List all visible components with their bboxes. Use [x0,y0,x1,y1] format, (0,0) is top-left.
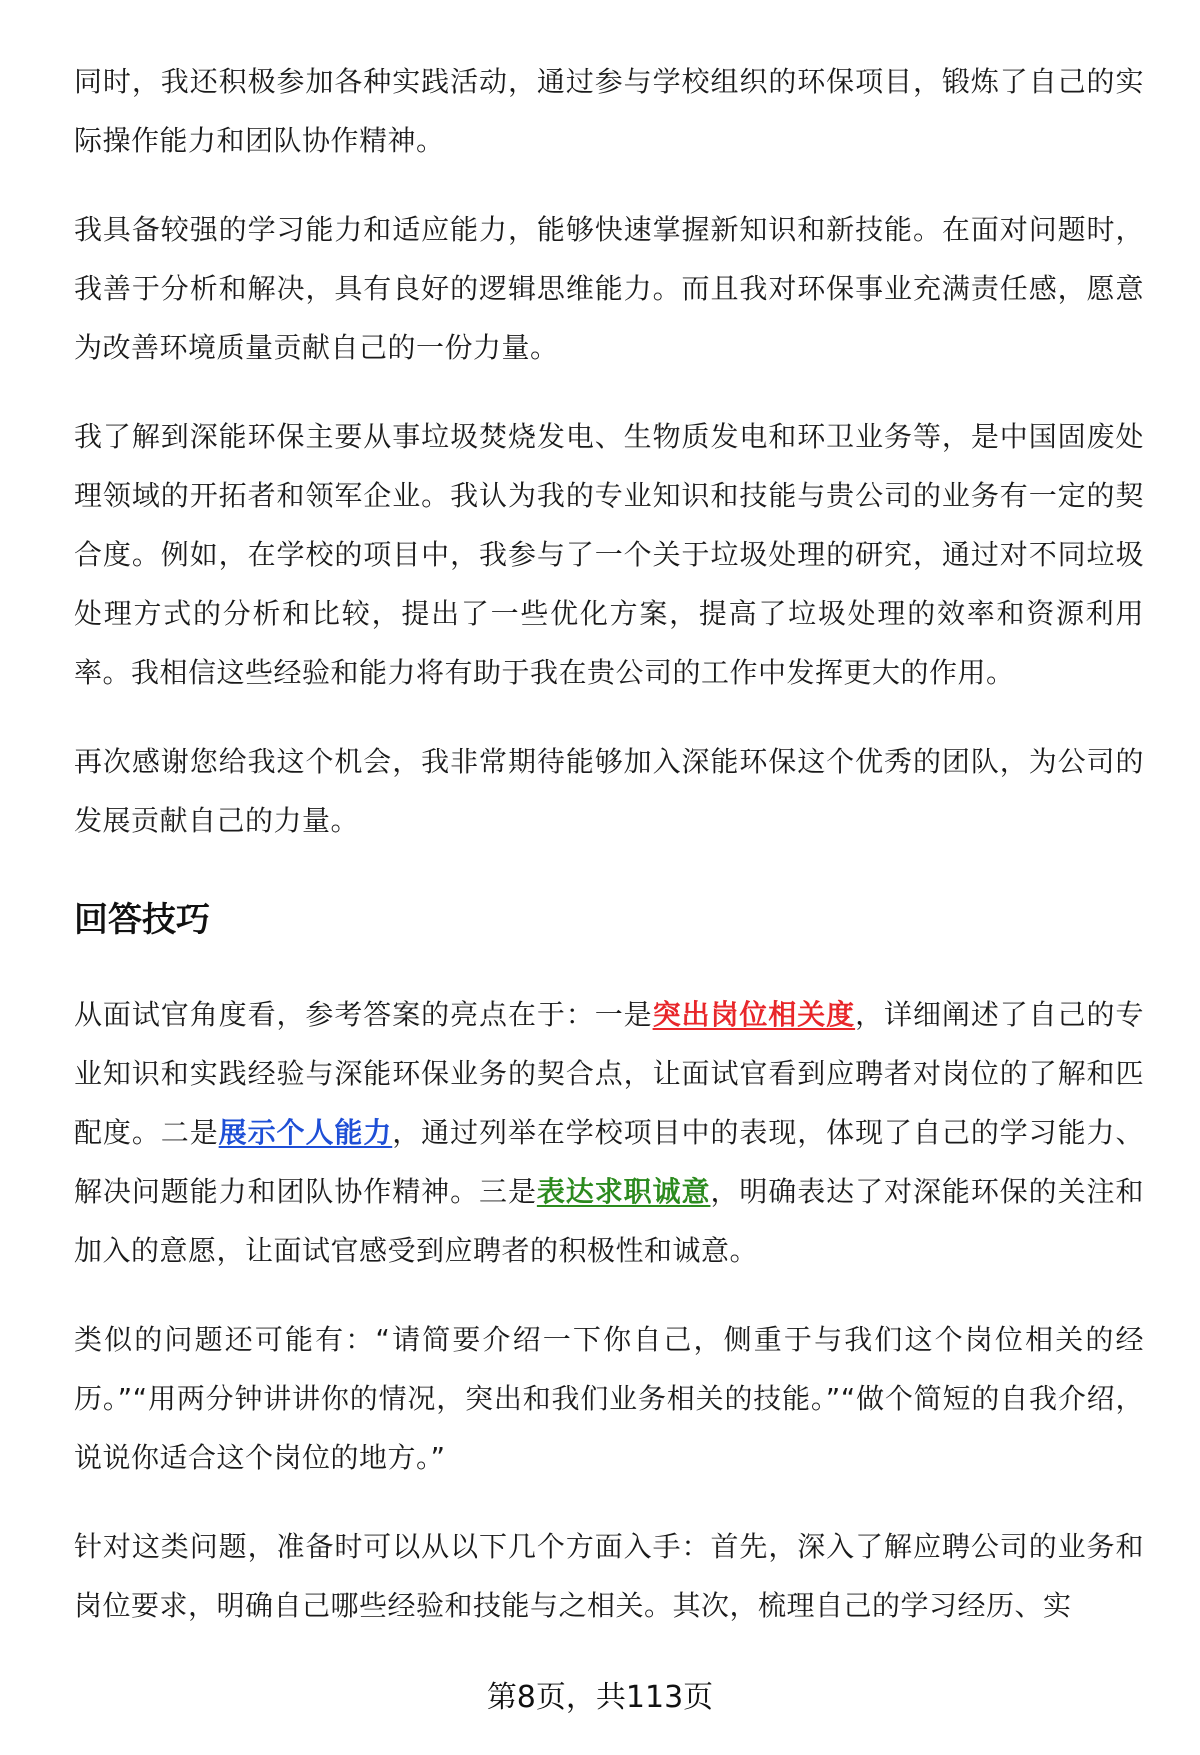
page-number: 第8页，共113页 [486,1680,714,1715]
tips-text-2: ，详细阐述了自己的专业知识和实践经验与深能环保业务的契合点，让面试官看到应聘者对岗位的了解和匹配度。二是 [74,998,1144,1149]
paragraph-thanks: 再次感谢您给我这个机会，我非常期待能够加入深能环保这个优秀的团队，为公司的发展贡献自己的力量。 [74,745,1144,837]
tips-text-1: 从面试官角度看，参考答案的亮点在于：一是 [74,998,653,1031]
highlight-relevance: 突出岗位相关度 [652,998,856,1031]
paragraph-preparation: 针对这类问题，准备时可以从以下几个方面入手：首先，深入了解应聘公司的业务和岗位要求，明确自己哪些经验和技能与之相关。其次，梳理自己的学习经历、实 [74,1530,1144,1622]
paragraph-company-fit: 我了解到深能环保主要从事垃圾焚烧发电、生物质发电和环卫业务等，是中国固废处理领域的开拓者和领军企业。我认为我的专业知识和技能与贵公司的业务有一定的契合度。例如，在学校的项目中，我参与了一个关于垃圾处理的研究，通过对不同垃圾处理方式的分析和比较，提出了一些优化方案，提高了垃圾处理的效率和资源利用率。我相信这些经验和能力将有助于我在贵公司的工作中发挥更大的作用。 [74,420,1144,689]
section-heading: 回答技巧 [74,900,210,940]
document-page [74,52,1144,1665]
tips-text-3: ，通过列举在学校项目中的表现，体现了自己的学习能力、解决问题能力和团队协作精神。三是 [74,1116,1144,1208]
highlight-ability: 展示个人能力 [218,1116,393,1149]
tips-text-4: ，明确表达了对深能环保的关注和加入的意愿，让面试官感受到应聘者的积极性和诚意。 [74,1175,1144,1267]
highlight-sincerity: 表达求职诚意 [536,1175,711,1208]
paragraph-tips [74,985,1144,1280]
paragraph-ability: 我具备较强的学习能力和适应能力，能够快速掌握新知识和新技能。在面对问题时，我善于分析和解决，具有良好的逻辑思维能力。而且我对环保事业充满责任感，愿意为改善环境质量贡献自己的一份力量。 [74,213,1144,364]
paragraph-practice: 同时，我还积极参加各种实践活动，通过参与学校组织的环保项目，锻炼了自己的实际操作能力和团队协作精神。 [74,65,1144,157]
paragraph-similar-questions: 类似的问题还可能有：“请简要介绍一下你自己，侧重于与我们这个岗位相关的经历。”“用两分钟讲讲你的情况，突出和我们业务相关的技能。”“做个简短的自我介绍，说说你适合这个岗位的地方。” [74,1323,1144,1474]
